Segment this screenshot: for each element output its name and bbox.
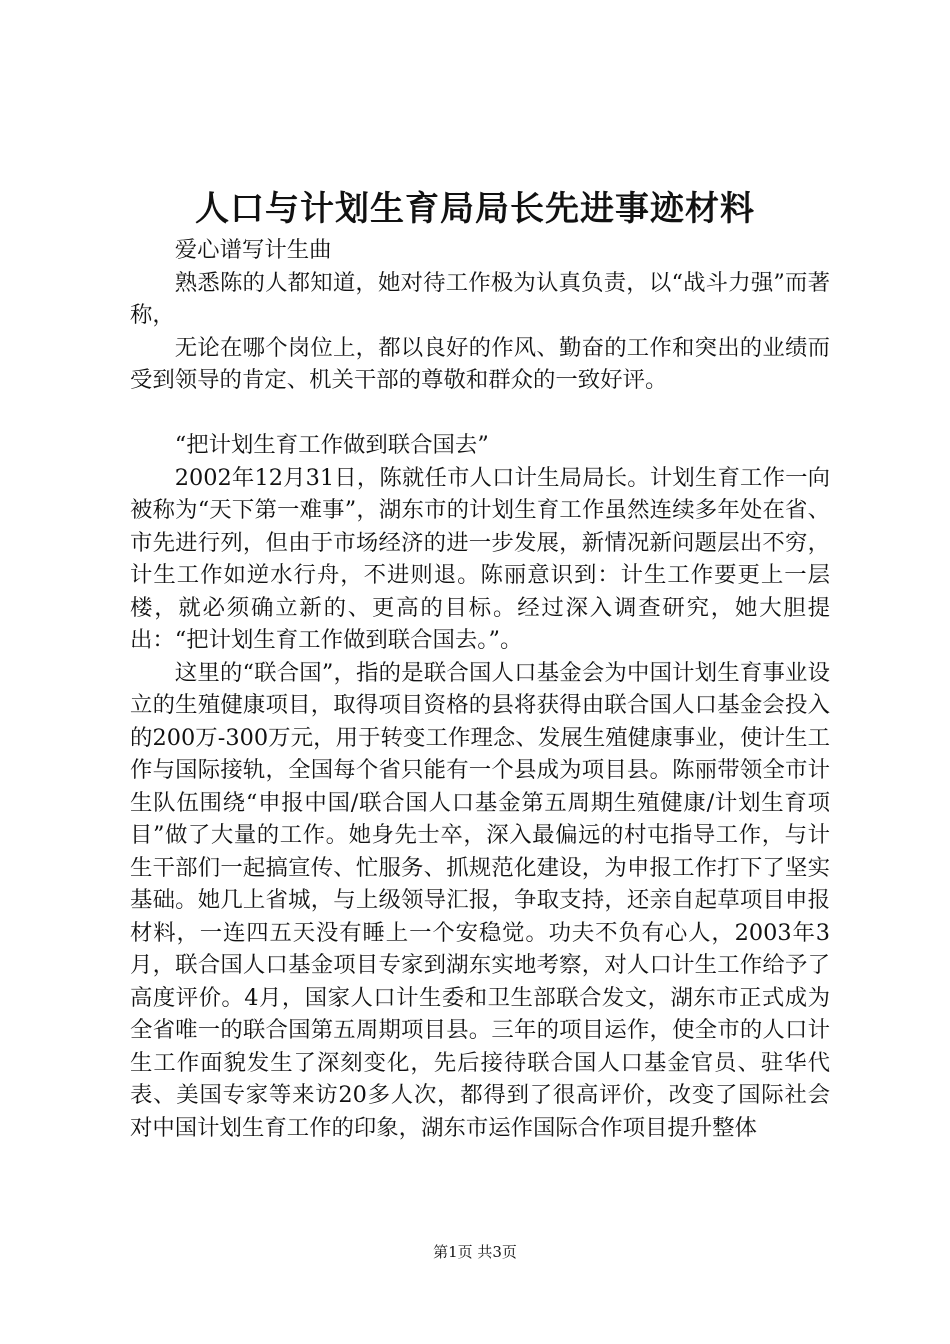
paragraph-subheading-2: “把计划生育工作做到联合国去” [174,432,489,458]
document-body [130,234,830,1144]
paragraph-2: 无论在哪个岗位上，都以良好的作风、勤奋的工作和突出的业绩而受到领导的肯定、机关干部的尊敬和群众的一致好评。 [130,334,830,393]
page-footer: 第1页 共3页 [433,1243,517,1261]
paragraph-3: 2002年12月31日，陈就任市人口计生局局长。计划生育工作一向被称为“天下第一难事”，湖东市的计划生育工作虽然连续多年处在省、市先进行列，但由于市场经济的进一步发展，新情况新问题层出不穷，计生工作如逆水行舟，不进则退。陈丽意识到：计生工作要更上一层楼，就必须确立新的、更高的目标。经过深入调查研究，她大胆提出：“把计划生育工作做到联合国去。”。 [130,464,830,653]
paragraph-4: 这里的“联合国”，指的是联合国人口基金会为中国计划生育事业设立的生殖健康项目，取得项目资格的县将获得由联合国人口基金会投入的200万-300万元，用于转变工作理念、发展生殖健康事业，使计生工作与国际接轨，全国每个省只能有一个县成为项目县。陈丽带领全市计生队伍围绕“申报中国/联合国人口基金第五周期生殖健康/计划生育项目”做了大量的工作。她身先士卒，深入最偏远的村屯指导工作，与计生干部们一起搞宣传、忙服务、抓规范化建设，为申报工作打下了坚实基础。她几上省城，与上级领导汇报，争取支持，还亲自起草项目申报材料，一连四五天没有睡上一个安稳觉。功夫不负有心人，2003年3月，联合国人口基金项目专家到湖东实地考察，对人口计生工作给予了高度评价。4月，国家人口计生委和卫生部联合发文，湖东市正式成为全省唯一的联合国第五周期项目县。三年的项目运作，使全市的人口计生工作面貌发生了深刻变化，先后接待联合国人口基金官员、驻华代表、美国专家等来访20多人次，都得到了很高评价，改变了国际社会对中国计划生育工作的印象，湖东市运作国际合作项目提升整体 [130,659,830,1141]
paragraph-subheading-1: 爱心谱写计生曲 [174,237,332,263]
document-title: 人口与计划生育局局长先进事迹材料 [195,189,755,229]
paragraph-1: 熟悉陈的人都知道，她对待工作极为认真负责，以“战斗力强”而著称， [130,269,830,328]
